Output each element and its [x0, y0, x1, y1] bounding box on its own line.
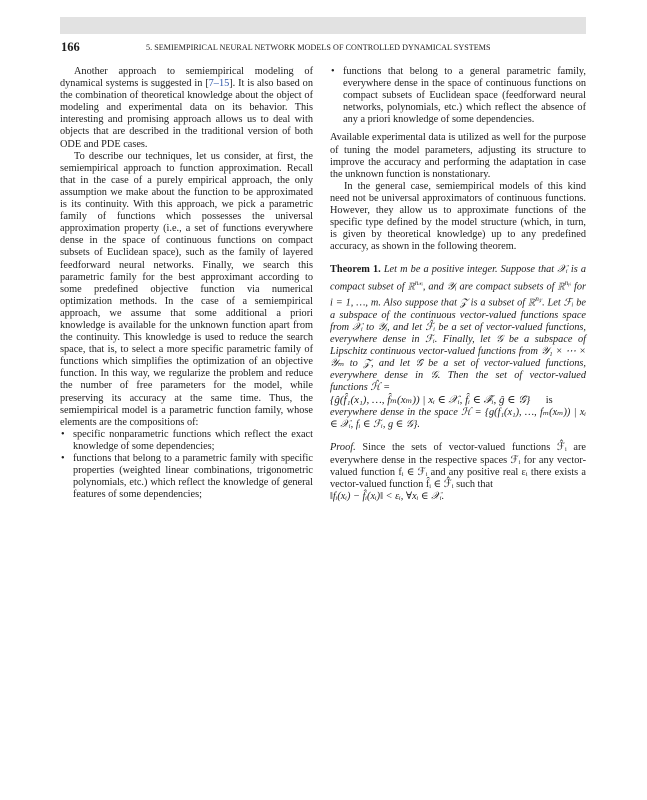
theorem-1 [330, 264, 586, 394]
theorem-text: Let m be a positive integer. Suppose that 𝒳ᵢ is a compact subset of ℝ [330, 264, 586, 292]
theorem-label: Theorem 1. [330, 264, 381, 276]
theorem-text: everywhere dense in the space ℋ = {g(f₁(x₁), …, [330, 407, 537, 419]
paragraph-general-case: In the general case, semiempirical models of this kind need not be universal approximators of continuous functions. However, they allow us to approximate functions of the specific type defined by the model structure (which, in turn, is given by theoretical knowledge) up to any predefined accuracy, as shown in the following theorem. [330, 180, 586, 253]
left-column [60, 66, 313, 501]
bullet-icon: • [61, 428, 65, 440]
math-word: is [545, 395, 553, 407]
proof [330, 442, 586, 490]
bullet-list-left [60, 429, 313, 502]
theorem-sup: nᵧᵢ [564, 278, 571, 287]
list-item [60, 429, 313, 453]
theorem-conclusion [330, 407, 586, 431]
running-title: 5. SEMIEMPIRICAL NEURAL NETWORK MODELS OF CONTROLLED DYNAMICAL SYSTEMS [146, 43, 491, 52]
theorem-text: , and 𝒴ᵢ are compact subsets of ℝ [422, 280, 565, 292]
math-set-hat: {ĝ(f̂₁(x₁), …, f̂ₘ(xₘ)) | xᵢ ∈ 𝒳ᵢ, f̂ᵢ ∈ ℱ̂ᵢ, ĝ ∈ 𝒢̂} [330, 394, 531, 407]
paragraph-intro [60, 66, 313, 151]
theorem-sup: n𝓍ᵢ [414, 278, 423, 287]
list-item [60, 453, 313, 501]
paragraph-intro-text-cont: ]. It is also based on the combination of theoretical knowledge about the object of modeling and experimental data on its behavior. This interesting and promising approach allows us to deal with objects that are described in the traditional version of both ODE and PDE cases. [60, 78, 313, 150]
page-header [60, 40, 586, 56]
list-item-text: functions that belong to a parametric family with specific properties (weighted linear combinations, trigonometric polynomials, etc.) which reflect the knowledge of general features of some dependencies; [73, 453, 313, 501]
list-item-text: specific nonparametric functions which reflect the exact knowledge of some dependencies; [73, 428, 313, 452]
list-item-text: functions that belong to a general parametric family, everywhere dense in the space of continuous functions on compact subsets of Euclidean space (feedforward neural networks, polynomials, etc.) which reflect the absence of any a priori knowledge of some dependencies. [343, 66, 586, 126]
page-number: 166 [61, 40, 80, 54]
bullet-icon: • [331, 66, 335, 77]
theorem-sup: n𝓏 [535, 295, 543, 304]
citation-link[interactable]: 7–15 [208, 78, 230, 90]
right-column [330, 66, 586, 503]
theorem-text: fₘ(xₘ)) | xᵢ ∈ 𝒳ᵢ, fᵢ ∈ ℱᵢ, g ∈ 𝒢}. [330, 407, 587, 431]
list-item [330, 66, 586, 126]
top-gray-bar [60, 17, 586, 34]
display-equation: ‖fᵢ(xᵢ) − f̂ᵢ(xᵢ)‖ < εᵢ, ∀xᵢ ∈ 𝒳ᵢ. [330, 490, 445, 502]
paragraph-intro-text: Another approach to semiempirical modeling of dynamical systems is suggested in [ [60, 66, 313, 90]
paragraph-techniques: To describe our techniques, let us consider, at first, the semiempirical approach to function approximation. Recall that in the case of a purely empirical approach, the only assumption we make about the function to be approximated is its continuity. With this approach, we pick a parametric family of functions which possesses the universal approximation property (i.e., a set of functions everywhere dense in the space of continuous functions on compact subsets of Euclidean space), such as the family of layered feedforward neural networks. Finally, we search this parametric family for the best approximant according to some predefined objective function via numerical optimization methods. In the case of a semiempirical approach, we assume that some additional a priori knowledge is available for the unknown function apart from the continuity. This knowledge is used to reduce the search space, that is, to select a more specific parametric family of functions which simplifies the optimization of an objective function. In this way, we regularize the problem and reduce the number of free parameters for the model, while preserving its accuracy at the same time. Thus, the semiempirical model is a parametric function family, whose elements are the compositions of: [60, 150, 313, 428]
bullet-icon: • [61, 453, 65, 464]
theorem-text: . Let ℱᵢ be a subspace of the continuous vector-valued functions space from 𝒳ᵢ to 𝒴ᵢ, and let ℱ̂ᵢ be a set of vector-valued functions, everywhere dense in ℱᵢ. Finally, let 𝒢 be a subspace of Lipschitz continuous vector-valued functions from 𝒴₁ × ⋯ × 𝒴ₘ to 𝒵, and let 𝒢̂ be a set of vector-valued functions, everywhere dense in 𝒢. Then the set of vector-valued functions ℋ̂ = [330, 297, 586, 394]
theorem-set-expression [330, 394, 586, 407]
proof-text: Since the sets of vector-valued functions ℱ̂ᵢ are everywhere dense in the respective spaces ℱᵢ for any vector-valued function fᵢ ∈ ℱᵢ and any positive real εᵢ there exists a vector-valued function f̂ᵢ ∈ ℱ̂ᵢ such that [330, 442, 586, 490]
theorem-text: for i = 1, …, m. Also suppose that 𝒵 is a subset of ℝ [330, 280, 586, 309]
proof-label: Proof. [330, 442, 356, 454]
paragraph-experimental-data: Available experimental data is utilized as well for the purpose of tuning the model parameters, adjusting its structure to improve the accuracy and performing the adaptation in case the unknown function is nonstationary. [330, 132, 586, 180]
bullet-list-right [330, 66, 586, 126]
